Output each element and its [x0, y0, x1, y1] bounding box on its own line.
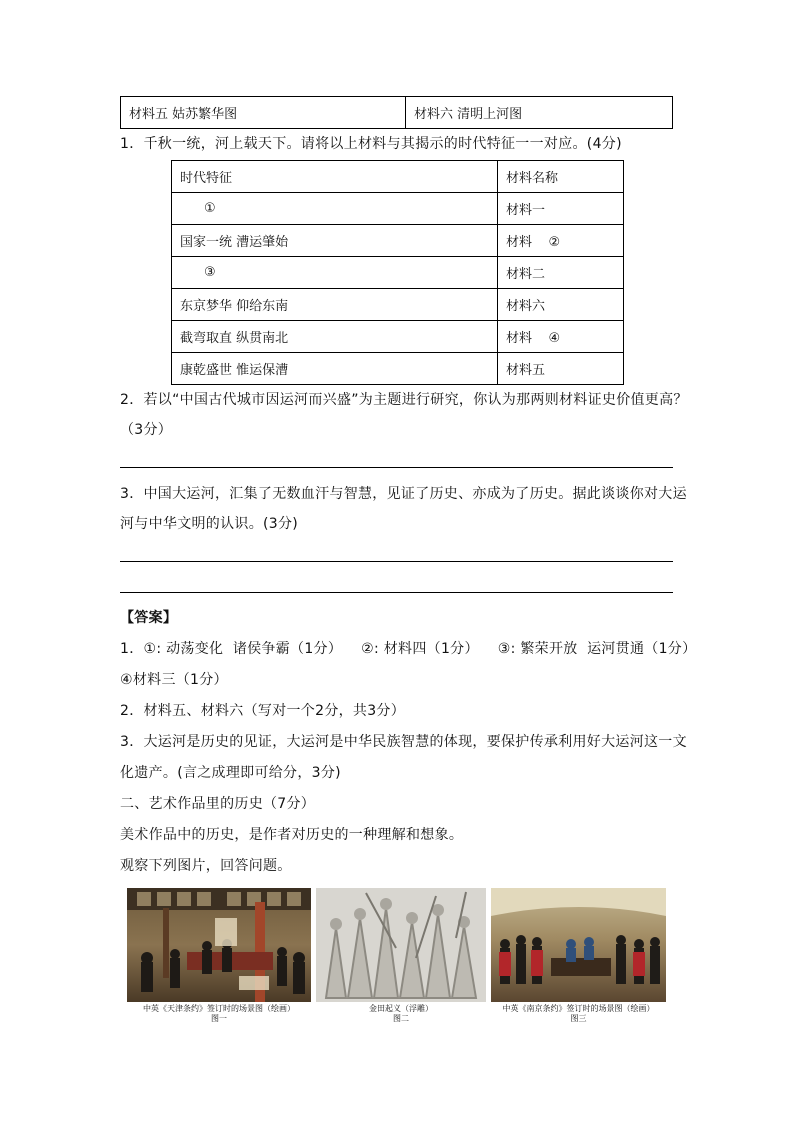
figure-2-image: [316, 888, 486, 1002]
table-row: [172, 193, 624, 225]
era-features-table: [171, 160, 624, 385]
answer-line-q3-2[interactable]: [120, 592, 673, 593]
feature-cell: 东京梦华 仰给东南: [172, 289, 498, 321]
answer-line-q2[interactable]: [120, 467, 673, 468]
table-row: [172, 353, 624, 385]
table-row: [172, 321, 624, 353]
question-3-line-1: 3．中国大运河，汇集了无数血汗与智慧，见证了历史、亦成为了历史。据此谈谈你对大运: [120, 486, 687, 502]
material-cell: 材料五: [498, 353, 624, 385]
figure-1-caption: 中英《天津条约》签订时的场景图（绘画）: [143, 1004, 295, 1013]
answer-3-line-2: 化遗产。(言之成理即可给分，3分): [120, 765, 341, 781]
materials-table: [120, 96, 673, 129]
figure-3-caption: 中英《南京条约》签订时的场景图（绘画）: [502, 1004, 655, 1013]
feature-cell: ①: [172, 193, 498, 225]
feature-cell: 国家一统 漕运肇始: [172, 225, 498, 257]
figure-2-caption: 金田起义（浮雕）: [369, 1004, 433, 1013]
question-1: 1．千秋一统，河上载天下。请将以上材料与其揭示的时代特征一一对应。(4分): [120, 136, 622, 152]
answer-2: 2．材料五、材料六（写对一个2分，共3分）: [120, 703, 406, 719]
answer-3-line-1: 3．大运河是历史的见证，大运河是中华民族智慧的体现，要保护传承利用好大运河这一文: [120, 734, 687, 750]
question-2-line-1: 2．若以“中国古代城市因运河而兴盛”为主题进行研究，你认为那两则材料证史价值更高？: [120, 392, 688, 408]
table-header-material: 材料名称: [498, 161, 624, 193]
answer-1-line-1: 1．①: 动荡变化 诸侯争霸（1分） ②: 材料四（1分） ③: 繁荣开放 运河贯通（1分）: [120, 641, 697, 657]
table-row: [172, 257, 624, 289]
feature-cell: 康乾盛世 惟运保漕: [172, 353, 498, 385]
answer-line-q3-1[interactable]: [120, 561, 673, 562]
material-5-cell: 材料五 姑苏繁华图: [121, 97, 406, 129]
table-row: [172, 225, 624, 257]
material-cell: 材料一: [498, 193, 624, 225]
section-2-title: 二、艺术作品里的历史（7分）: [120, 796, 316, 812]
feature-cell: ③: [172, 257, 498, 289]
question-3-line-2: 河与中华文明的认识。(3分): [120, 516, 299, 532]
figure-1-image: [127, 888, 311, 1002]
material-cell: 材料 ②: [498, 225, 624, 257]
material-cell: 材料二: [498, 257, 624, 289]
material-6-cell: 材料六 清明上河图: [406, 97, 673, 129]
answer-1-line-2: ④材料三（1分）: [120, 672, 228, 688]
material-cell: 材料六: [498, 289, 624, 321]
section-2-prompt: 观察下列图片，回答问题。: [120, 858, 292, 874]
feature-cell: 截弯取直 纵贯南北: [172, 321, 498, 353]
material-cell: 材料 ④: [498, 321, 624, 353]
figure-3-image: [491, 888, 666, 1002]
question-2-line-2: （3分）: [120, 422, 173, 438]
figure-2-label: 图二: [393, 1014, 409, 1023]
figure-3-label: 图三: [570, 1014, 587, 1023]
figure-1-label: 图一: [211, 1014, 227, 1023]
answer-heading: 【答案】: [120, 610, 178, 626]
table-header-feature: 时代特征: [172, 161, 498, 193]
section-2-intro: 美术作品中的历史，是作者对历史的一种理解和想象。: [120, 827, 464, 843]
table-row: [172, 289, 624, 321]
